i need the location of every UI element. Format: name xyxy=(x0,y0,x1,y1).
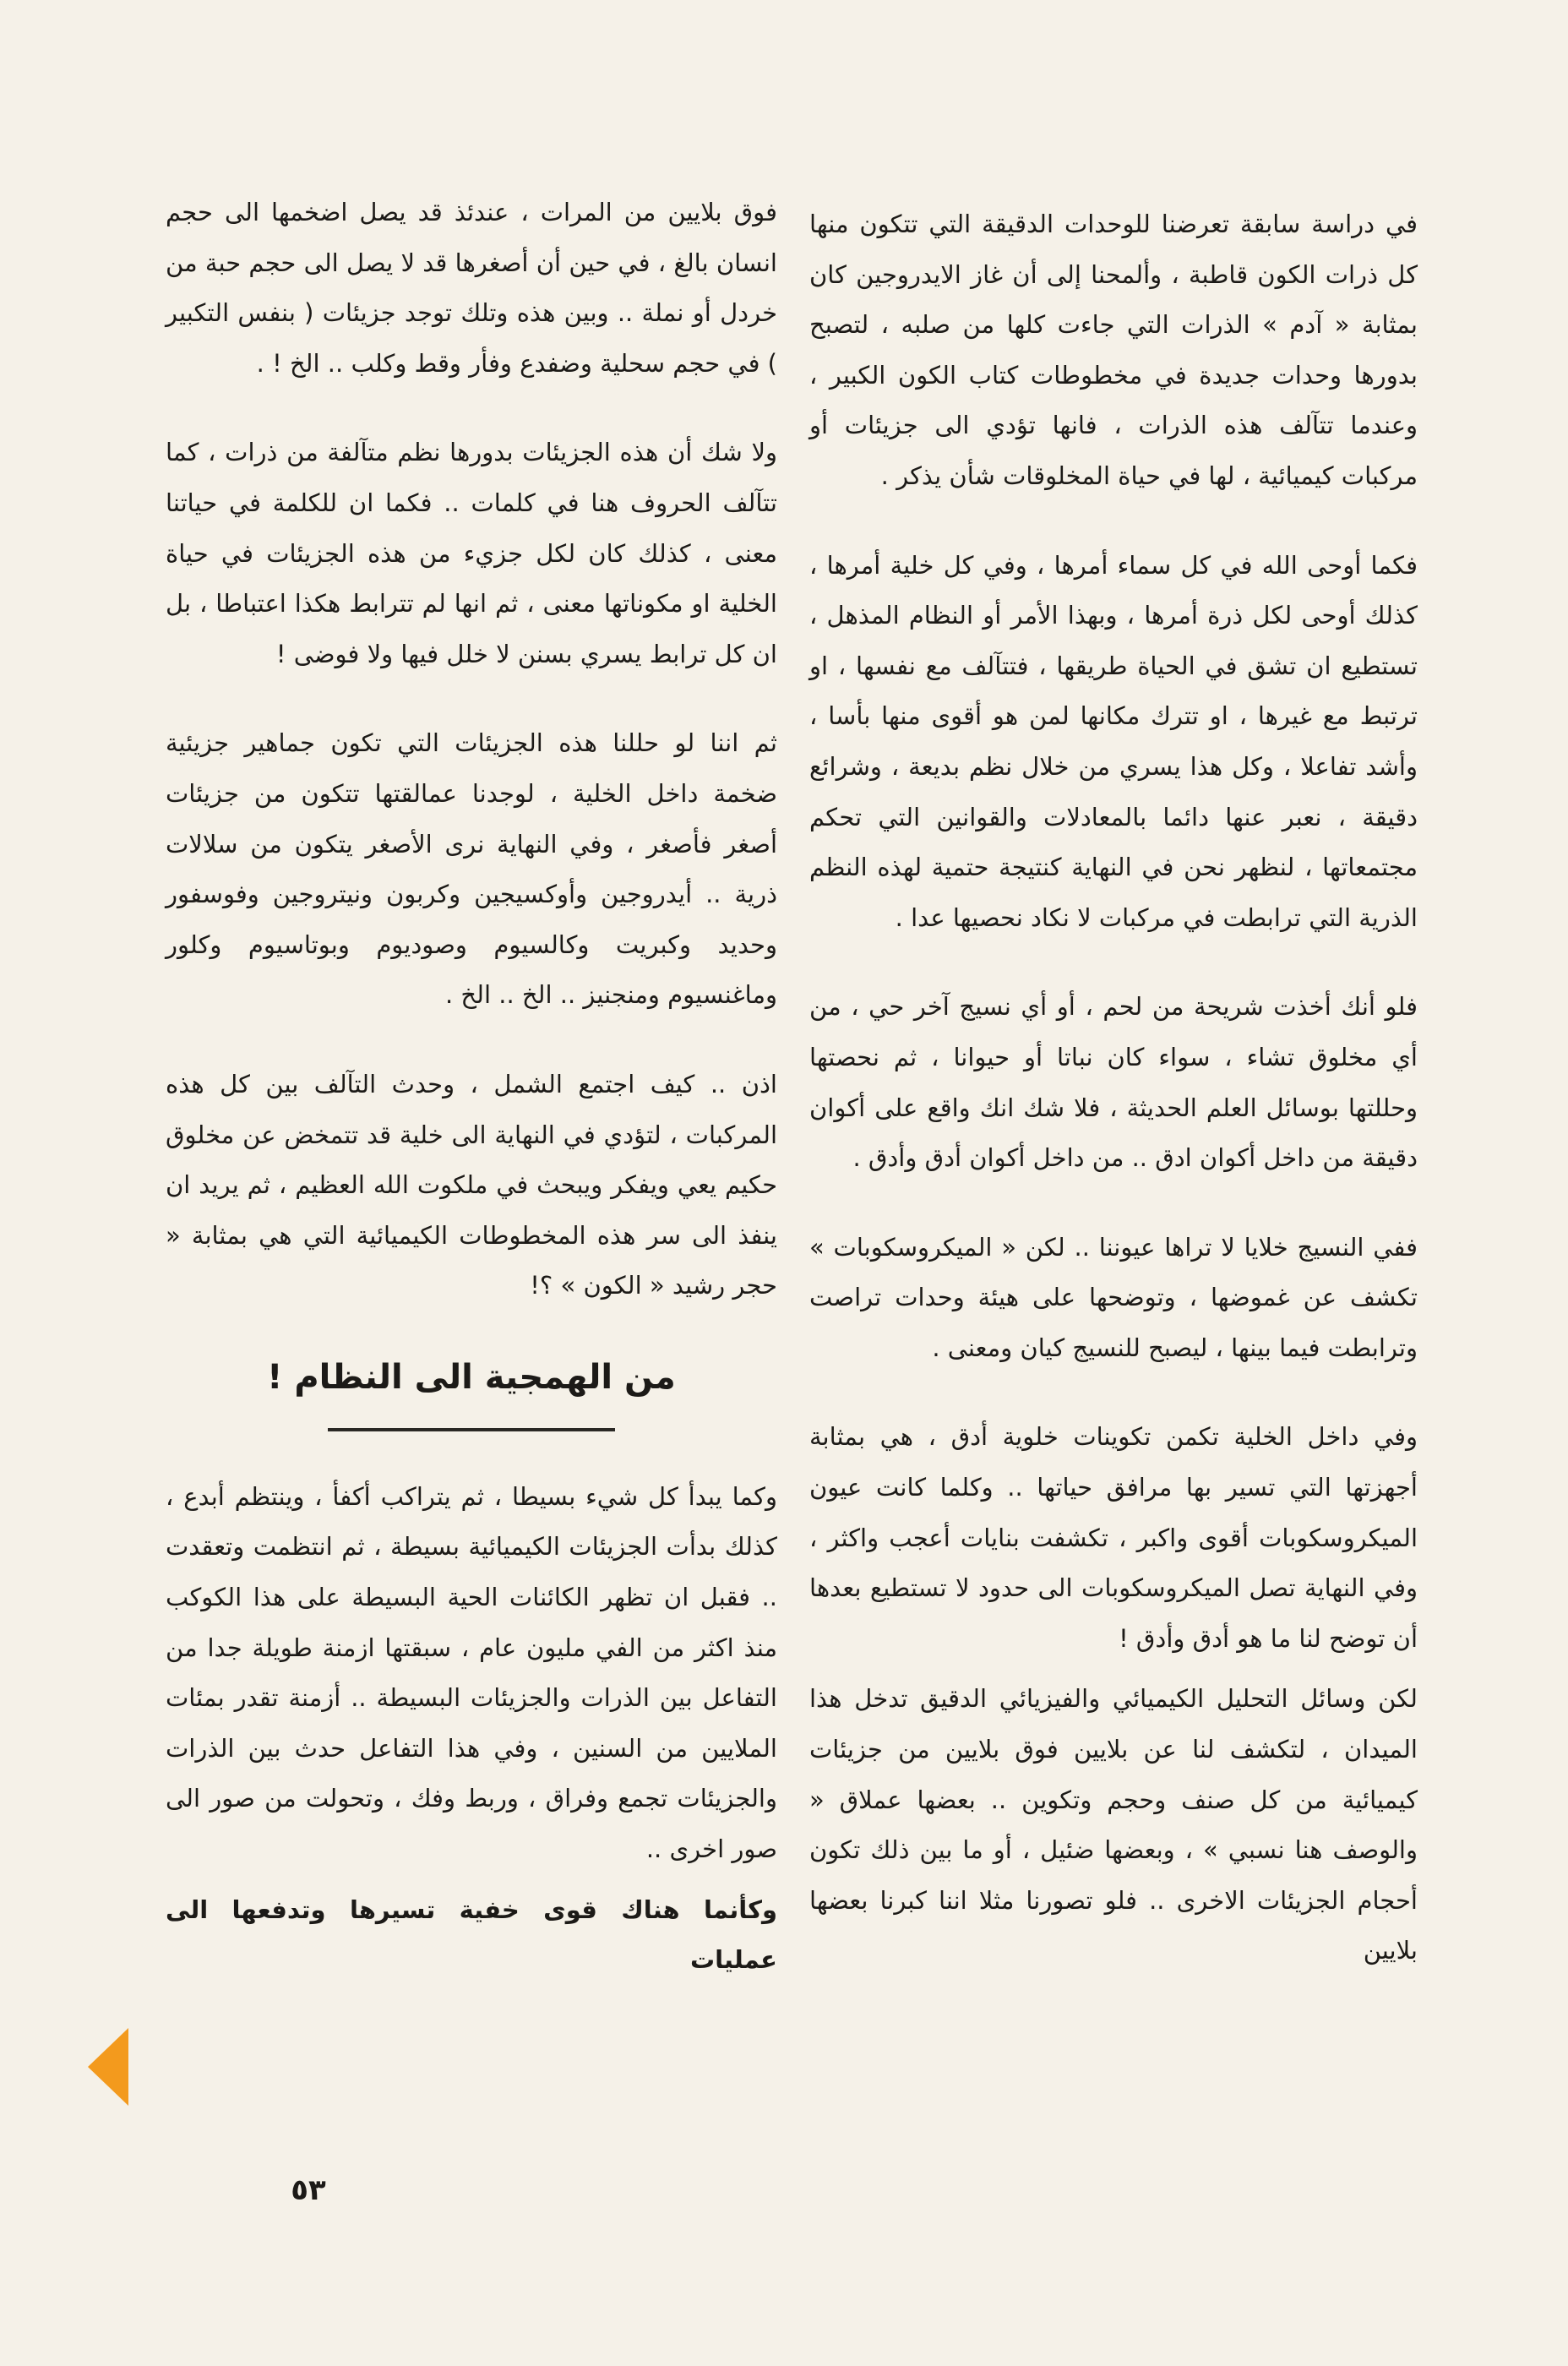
paragraph: فكما أوحى الله في كل سماء أمرها ، وفي كل خلية أمرها ، كذلك أوحى لكل ذرة أمرها ، وبهذا الأمر أو النظام المذهل ، تستطيع ان تشق في الحياة طريقها ، فتتآلف مع نفسها ، او ترتبط مع غيرها ، او تترك مكانها لمن هو أقوى منها بأسا ، وأشد تفاعلا ، وكل هذا يسري من خلال نظم بديعة ، وشرائع دقيقة ، نعبر عنها دائما بالمعادلات والقوانين التي تحكم مجتمعاتها ، لنظهر نحن في النهاية كنتيجة حتمية لهذه النظم الذرية التي ترابطت في مركبات لا نكاد نحصيها عدا . xyxy=(809,550,1418,932)
page-number: ٥٣ xyxy=(291,2173,326,2207)
closing-line: وكأنما هناك قوى خفية تسيرها وتدفعها الى عمليات xyxy=(166,1894,777,1975)
heading-underline xyxy=(328,1428,615,1431)
left-text-column xyxy=(166,188,777,2025)
paragraph: وفي داخل الخلية تكمن تكوينات خلوية أدق ، هي بمثابة أجهزتها التي تسير بها مرافق حياتها .. وكلما كانت عيون الميكروسكوبات أقوى واكبر ، تكشفت بنايات أعجب واكثر ، وفي النهاية تصل الميكروسكوبات الى حدود لا تستطيع بعدها أن توضح لنا ما هو أدق وأدق ! xyxy=(809,1422,1418,1653)
paragraph: لكن وسائل التحليل الكيميائي والفيزيائي الدقيق تدخل هذا الميدان ، لتكشف لنا عن بلايين فوق بلايين من جزيئات كيميائية من كل صنف وحجم وتكوين .. بعضها عملاق « والوصف هنا نسبي » ، وبعضها ضئيل ، أو ما بين ذلك تكون أحجام الجزيئات الاخرى .. فلو تصورنا مثلا اننا كبرنا بعضها بلايين xyxy=(809,1684,1418,1965)
paragraph: وكما يبدأ كل شيء بسيطا ، ثم يتراكب أكفأ ، وينتظم أبدع ، كذلك بدأت الجزيئات الكيميائية بسيطة ، ثم انتظمت وتعقدت .. فقبل ان تظهر الكائنات الحية البسيطة على هذا الكوكب منذ اكثر من الفي مليون عام ، سبقتها ازمنة طويلة جدا من التفاعل بين الذرات والجزيئات البسيطة .. أزمنة تقدر بمئات الملايين من السنين ، وفي هذا التفاعل حدث بين الذرات والجزيئات تجمع وفراق ، وربط وفك ، وتحولت من صور الى صور اخرى .. xyxy=(166,1481,777,1864)
paragraph: في دراسة سابقة تعرضنا للوحدات الدقيقة التي تتكون منها كل ذرات الكون قاطبة ، وألمحنا إلى أن غاز الايدروجين كان بمثابة « آدم » الذرات التي جاءت كلها من صلبه ، لتصبح بدورها وحدات جديدة في مخطوطات كتاب الكون الكبير ، وعندما تتآلف هذه الذرات ، فانها تؤدي الى جزيئات أو مركبات كيميائية ، لها في حياة المخلوقات شأن يذكر . xyxy=(809,210,1418,490)
paragraph: ثم اننا لو حللنا هذه الجزيئات التي تكون جماهير جزيئية ضخمة داخل الخلية ، لوجدنا عمالقتها تتكون من جزيئات أصغر فأصغر ، وفي النهاية نرى الأصغر يتكون من سلالات ذرية .. أيدروجين وأوكسيجين وكربون ونيتروجين وفوسفور وحديد وكبريت وكالسيوم وصوديوم وبوتاسيوم وكلور وماغنسيوم ومنجنيز .. الخ .. الخ . xyxy=(166,728,777,1010)
orange-triangle-marker-icon xyxy=(88,2028,128,2106)
paragraph: فلو أنك أخذت شريحة من لحم ، أو أي نسيج آخر حي ، من أي مخلوق تشاء ، سواء كان نباتا أو حيوانا ، ثم نحصتها وحللتها بوسائل العلم الحديثة ، فلا شك انك واقع على أكوان دقيقة من داخل أكوان ادق .. من داخل أكوان أدق وأدق . xyxy=(809,992,1418,1173)
section-heading: من الهمجية الى النظام ! xyxy=(267,1357,676,1397)
paragraph: ولا شك أن هذه الجزيئات بدورها نظم متآلفة من ذرات ، كما تتآلف الحروف هنا في كلمات .. فكما ان للكلمة في حياتنا معنى ، كذلك كان لكل جزيء من هذه الجزيئات في حياة الخلية او مكوناتها معنى ، ثم انها لم تترابط هكذا اعتباطا ، بل ان كل ترابط يسري بسنن لا خلل فيها ولا فوضى ! xyxy=(166,438,777,668)
right-text-column xyxy=(809,199,1418,2015)
paragraph: ففي النسيج خلايا لا تراها عيوننا .. لكن « الميكروسكوبات » تكشف عن غموضها ، وتوضحها على هيئة وحدات تراصت وترابطت فيما بينها ، ليصبح للنسيج كيان ومعنى . xyxy=(809,1232,1418,1362)
paragraph: اذن .. كيف اجتمع الشمل ، وحدث التآلف بين كل هذه المركبات ، لتؤدي في النهاية الى خلية قد تتمخض عن مخلوق حكيم يعي ويفكر ويبحث في ملكوت الله العظيم ، ثم يريد ان ينفذ الى سر هذه المخطوطات الكيميائية التي هي بمثابة « حجر رشيد « الكون » ؟! xyxy=(166,1069,777,1300)
paragraph: فوق بلايين من المرات ، عندئذ قد يصل اضخمها الى حجم انسان بالغ ، في حين أن أصغرها قد لا يصل الى حجم حبة من خردل أو نملة .. وبين هذه وتلك توجد جزيئات ( بنفس التكبير ) في حجم سحلية وضفدع وفأر وقط وكلب .. الخ ! . xyxy=(166,198,777,378)
